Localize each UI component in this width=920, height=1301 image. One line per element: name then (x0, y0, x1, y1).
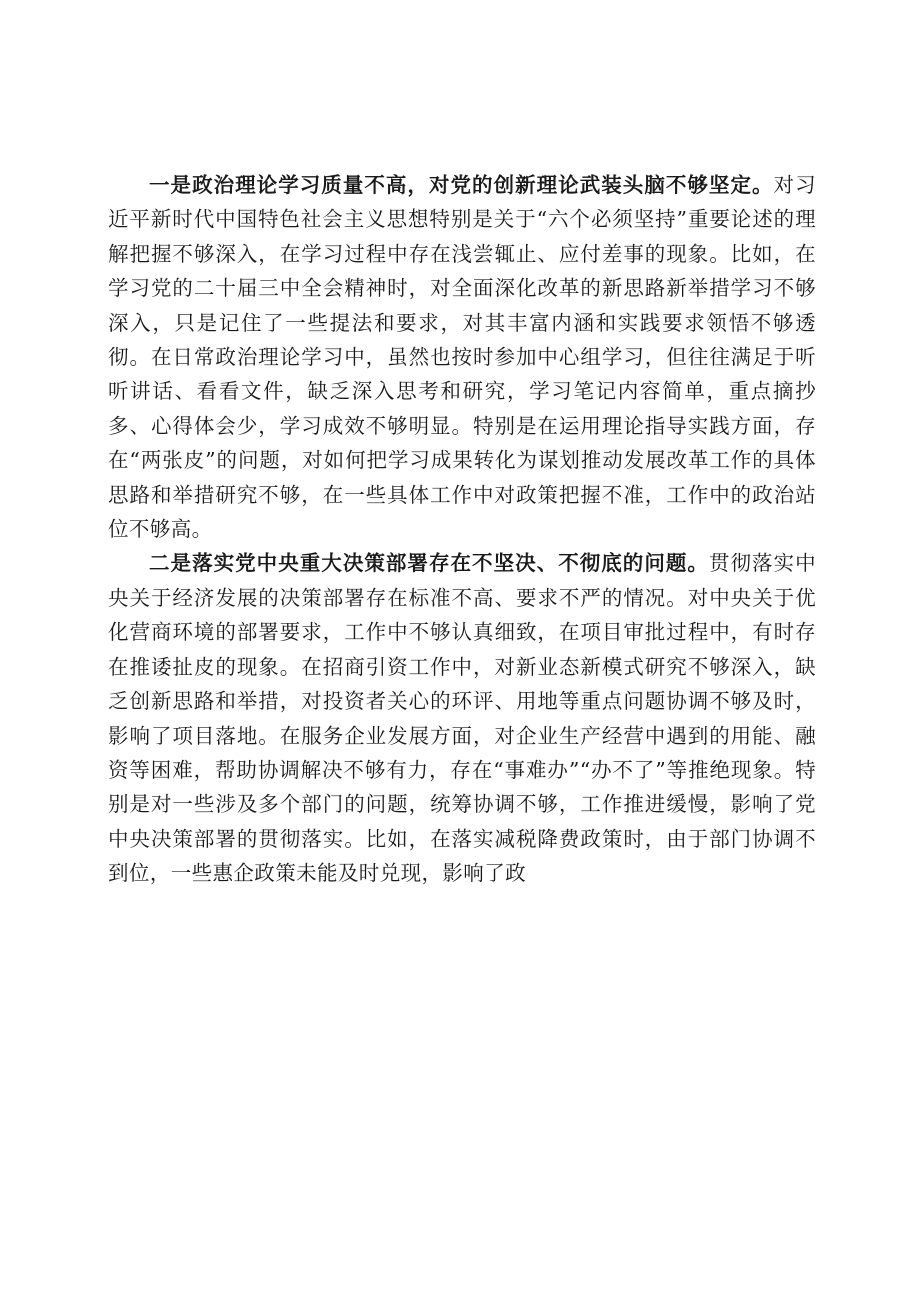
paragraph-heading: 一是政治理论学习质量不高，对党的创新理论武装头脑不够坚定。 (149, 173, 774, 197)
paragraph-political-study (108, 168, 816, 546)
paragraph-text: 贯彻落实中央关于经济发展的决策部署存在标准不高、要求不严的情况。对中央关于优化营商环境的部署要求，工作中不够认真细致，在项目审批过程中，有时存在推诿扯皮的现象。在招商引资工作中，对新业态新模式研究不够深入，缺乏创新思路和举措，对投资者关心的环评、用地等重点问题协调不够及时，影响了项目落地。在服务企业发展方面，对企业生产经营中遇到的用能、融资等困难，帮助协调解决不够有力，存在“事难办”“办不了”等推绝现象。特别是对一些涉及多个部门的问题，统筹协调不够，工作推进缓慢，影响了党中央决策部署的贯彻落实。比如，在落实减税降费政策时，由于部门协调不到位，一些惠企政策未能及时兑现，影响了政 (108, 551, 816, 886)
paragraph-policy-implementation (108, 546, 816, 890)
paragraph-heading: 二是落实党中央重大决策部署存在不坚决、不彻底的问题。 (149, 551, 709, 576)
paragraph-text: 对习近平新时代中国特色社会主义思想特别是关于“六个必须坚持”重要论述的理解把握不够深入，在学习过程中存在浅尝辄止、应付差事的现象。比如，在学习党的二十届三中全会精神时，对全面深化改革的新思路新举措学习不够深入，只是记住了一些提法和要求，对其丰富内涵和实践要求领悟不够透彻。在日常政治理论学习中，虽然也按时参加中心组学习，但往往满足于听听讲话、看看文件，缺乏深入思考和研究，学习笔记内容简单，重点摘抄多、心得体会少，学习成效不够明显。特别是在运用理论指导实践方面，存在“两张皮”的问题，对如何把学习成果转化为谋划推动发展改革工作的具体思路和举措研究不够，在一些具体工作中对政策把握不准，工作中的政治站位不够高。 (108, 173, 816, 542)
document-body (108, 168, 816, 891)
